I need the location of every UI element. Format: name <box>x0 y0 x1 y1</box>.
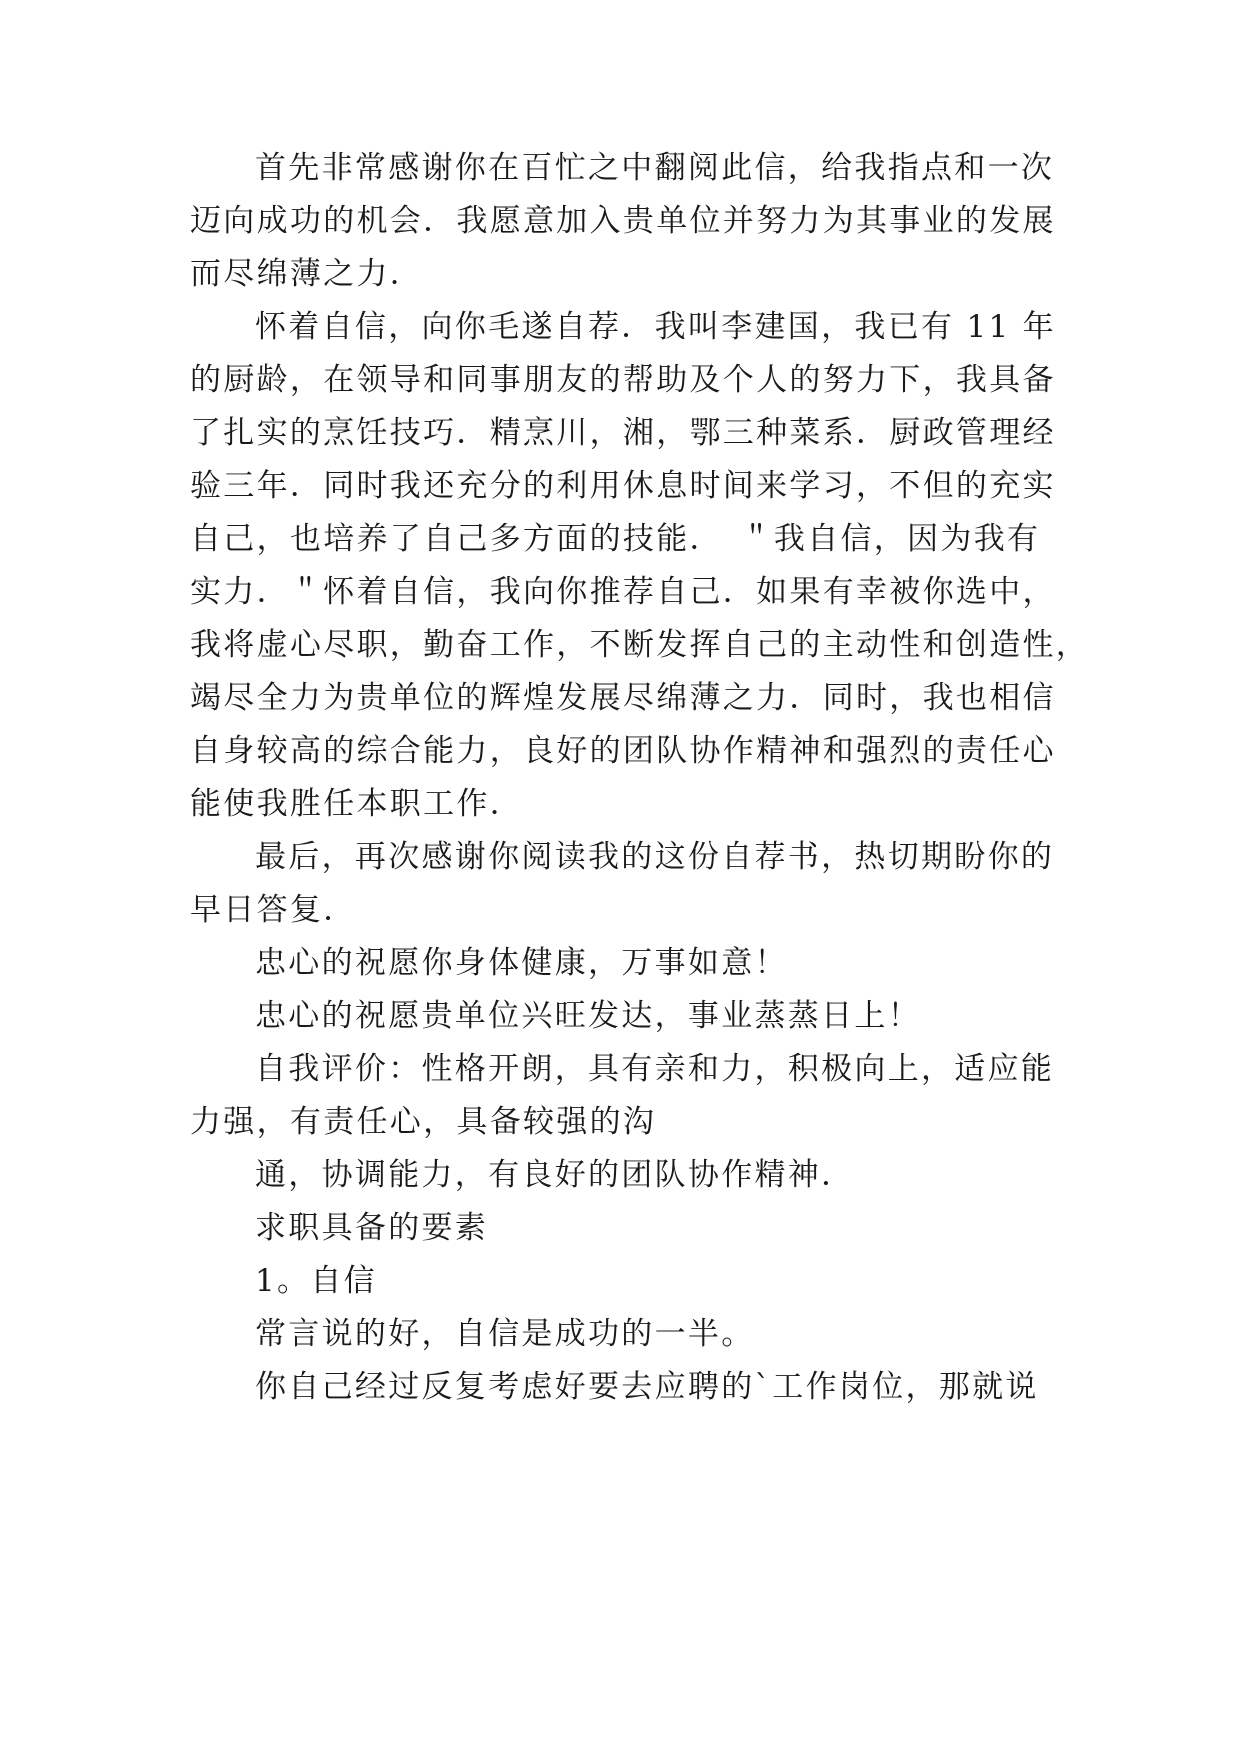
text-line: 怀着自信，向你毛遂自荐．我叫李建国，我已有 11 年 <box>255 309 1056 345</box>
text-line: 自我评价：性格开朗，具有亲和力，积极向上，适应能 <box>255 1051 1055 1087</box>
text-line: 能使我胜任本职工作． <box>190 786 523 822</box>
text-line: 竭尽全力为贵单位的辉煌发展尽绵薄之力．同时，我也相信 <box>190 680 1056 716</box>
text-line: 常言说的好，自信是成功的一半。 <box>255 1316 755 1352</box>
text-line: 力强，有责任心，具备较强的沟 <box>190 1104 657 1140</box>
text-line: 自身较高的综合能力，良好的团队协作精神和强烈的责任心 <box>190 733 1056 769</box>
text-line: 验三年．同时我还充分的利用休息时间来学习，不但的充实 <box>190 468 1056 504</box>
text-line: 迈向成功的机会．我愿意加入贵单位并努力为其事业的发展 <box>190 203 1056 239</box>
text-line: 的厨龄，在领导和同事朋友的帮助及个人的努力下，我具备 <box>190 362 1056 398</box>
text-line: 忠心的祝愿贵单位兴旺发达，事业蒸蒸日上！ <box>255 998 921 1034</box>
text-line: 而尽绵薄之力． <box>190 256 424 292</box>
text-line: 自己，也培养了自己多方面的技能． ＂我自信，因为我有 <box>190 521 1041 557</box>
text-line: 求职具备的要素 <box>255 1210 489 1246</box>
text-line: 了扎实的烹饪技巧．精烹川，湘，鄂三种菜系．厨政管理经 <box>190 415 1056 451</box>
text-line: 忠心的祝愿你身体健康，万事如意！ <box>255 945 788 981</box>
text-line: 首先非常感谢你在百忙之中翻阅此信，给我指点和一次 <box>255 150 1055 186</box>
text-line: 早日答复． <box>190 892 357 928</box>
text-line: 我将虚心尽职，勤奋工作，不断发挥自己的主动性和创造性， <box>190 627 1090 663</box>
text-line: 最后，再次感谢你阅读我的这份自荐书，热切期盼你的 <box>255 839 1055 875</box>
text-line: 你自己经过反复考虑好要去应聘的`工作岗位，那就说 <box>255 1369 1039 1405</box>
text-line: 实力．＂怀着自信，我向你推荐自己．如果有幸被你选中， <box>190 574 1056 610</box>
text-line: 通，协调能力，有良好的团队协作精神． <box>255 1157 855 1193</box>
text-line: 1。自信 <box>255 1263 377 1299</box>
